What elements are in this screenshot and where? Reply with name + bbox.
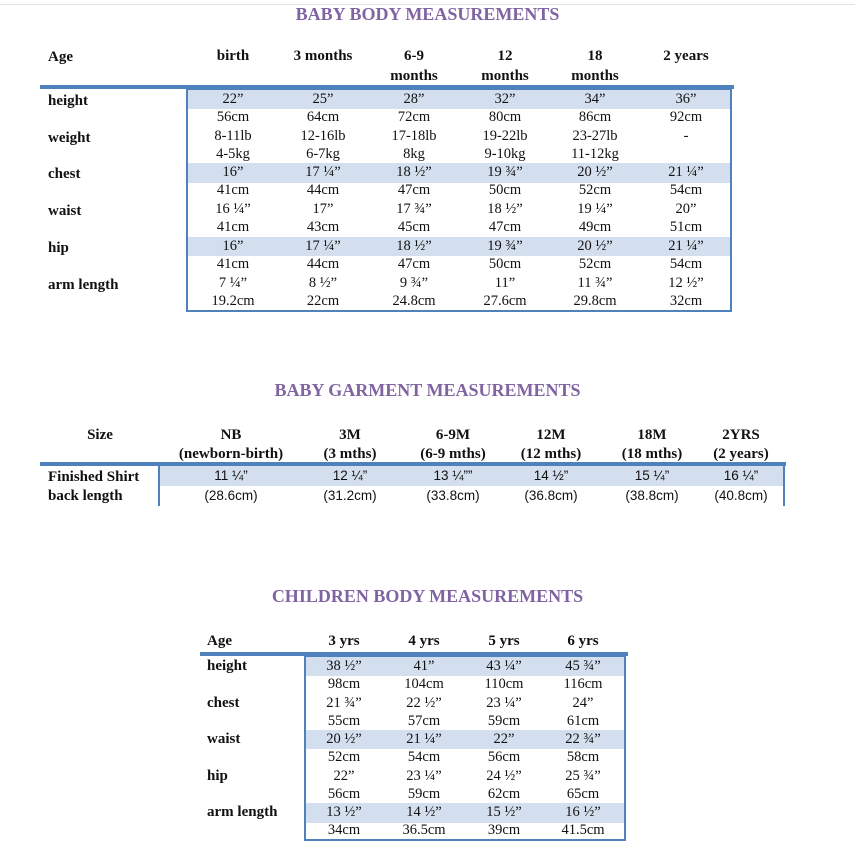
- baby-body-cell-imperial: 11”: [494, 274, 516, 291]
- children-body-cell-metric: 58cm: [566, 749, 600, 766]
- baby-body-cell-imperial: 20 ½”: [577, 164, 613, 181]
- children-body-cell-imperial: 23 ¼”: [406, 767, 442, 784]
- baby-garment-col-header: NB: [220, 427, 242, 443]
- baby-garment-cell-imperial: 14 ½”: [533, 468, 569, 483]
- baby-body-cell-metric: 49cm: [578, 219, 612, 236]
- baby-body-col-header: 2 years: [663, 48, 709, 64]
- baby-body-cell-metric: 22cm: [306, 292, 340, 309]
- baby-garment-cell-imperial: 16 ¼”: [723, 468, 759, 483]
- baby-garment-cell-metric: (40.8cm): [714, 488, 768, 503]
- baby-body-cell-metric: 11-12kg: [571, 145, 619, 162]
- baby-body-cell-metric: 47cm: [397, 182, 431, 199]
- baby-body-cell-imperial: 19 ¾”: [487, 164, 523, 181]
- children-body-cell-imperial: 22 ½”: [406, 694, 442, 711]
- baby-garment-col-header: 2YRS: [722, 427, 760, 443]
- baby-body-cell-imperial: 8-11lb: [214, 127, 252, 144]
- baby-body-cell-imperial: 19 ¼”: [577, 201, 613, 218]
- children-body-cell-metric: 110cm: [484, 676, 524, 692]
- children-body-cell-metric: 41.5cm: [561, 822, 605, 839]
- baby-body-cell-metric: 6-7kg: [306, 145, 340, 162]
- children-body-cell-imperial: 22 ¾”: [565, 731, 601, 748]
- baby-body-cell-imperial: 17 ¼”: [305, 164, 341, 181]
- children-body-title: CHILDREN BODY MEASUREMENTS: [271, 586, 584, 606]
- baby-garment-cell-metric: (31.2cm): [323, 488, 377, 503]
- baby-garment-title: BABY GARMENT MEASUREMENTS: [274, 380, 581, 400]
- baby-garment-col-header-sub: (3 mths): [323, 446, 377, 462]
- baby-body-cell-imperial: 18 ½”: [396, 237, 432, 254]
- baby-body-cell-imperial: 18 ½”: [396, 164, 432, 181]
- baby-body-cell-imperial: 9 ¾”: [399, 274, 429, 291]
- baby-body-cell-metric: 47cm: [488, 219, 522, 236]
- children-body-cell-metric: 55cm: [327, 712, 361, 729]
- baby-body-cell-imperial: 17 ¾”: [396, 201, 432, 218]
- baby-body-cell-imperial: 16”: [222, 237, 244, 254]
- baby-body-cell-imperial: 34”: [584, 91, 606, 107]
- baby-body-grid: [186, 88, 732, 312]
- baby-body-cell-metric: 54cm: [669, 255, 703, 272]
- baby-body-cell-imperial: -: [683, 127, 689, 144]
- baby-body-cell-imperial: 21 ¼”: [668, 237, 704, 254]
- baby-body-cell-metric: 45cm: [397, 219, 431, 236]
- baby-body-cell-metric: 80cm: [488, 109, 522, 125]
- baby-garment-cell-metric: (28.6cm): [204, 488, 258, 503]
- baby-body-cell-imperial: 16 ¼”: [215, 201, 251, 218]
- children-body-col-header: 5 yrs: [488, 633, 520, 649]
- children-body-cell-imperial: 20 ½”: [326, 731, 362, 748]
- children-body-cell-metric: 104cm: [404, 676, 444, 692]
- children-body-cell-metric: 54cm: [407, 749, 441, 766]
- baby-body-cell-imperial: 17-18lb: [391, 127, 437, 144]
- baby-body-cell-imperial: 12-16lb: [300, 127, 346, 144]
- baby-body-cell-imperial: 16”: [222, 164, 244, 181]
- baby-body-cell-metric: 50cm: [488, 182, 522, 199]
- children-body-cell-metric: 57cm: [407, 712, 441, 729]
- baby-garment-col-header-sub: (2 years): [713, 446, 769, 462]
- baby-body-cell-metric: 9-10kg: [484, 145, 526, 162]
- children-body-row-label: height: [207, 658, 248, 674]
- children-body-cell-imperial: 21 ¾”: [326, 694, 362, 711]
- baby-body-cell-metric: 19.2cm: [211, 292, 255, 309]
- children-body-cell-imperial: 43 ¼”: [486, 658, 522, 674]
- children-body-cell-imperial: 41”: [413, 658, 435, 674]
- baby-body-cell-metric: 64cm: [306, 109, 340, 125]
- baby-body-row-label: chest: [48, 166, 81, 183]
- children-body-cell-imperial: 24 ½”: [486, 767, 522, 784]
- baby-body-cell-imperial: 20 ½”: [577, 237, 613, 254]
- baby-body-row-label: weight: [48, 129, 91, 146]
- baby-body-cell-imperial: 19 ¾”: [487, 237, 523, 254]
- baby-garment-cell-metric: (33.8cm): [426, 488, 480, 503]
- baby-body-cell-imperial: 12 ½”: [668, 274, 704, 291]
- children-body-cell-imperial: 22”: [493, 731, 515, 748]
- baby-body-cell-metric: 86cm: [578, 109, 612, 125]
- children-body-row-label: chest: [207, 694, 240, 711]
- baby-garment-cell-imperial: 11 ¼”: [214, 468, 248, 483]
- baby-garment-cell-imperial: 15 ¼”: [634, 468, 670, 483]
- baby-body-cell-metric: 44cm: [306, 255, 340, 272]
- baby-body-cell-metric: 50cm: [488, 255, 522, 272]
- baby-body-cell-metric: 27.6cm: [483, 292, 527, 309]
- children-body-cell-imperial: 25 ¾”: [565, 767, 601, 784]
- children-body-cell-metric: 98cm: [327, 676, 361, 692]
- baby-garment-col-header-sub: (newborn-birth): [178, 446, 284, 462]
- baby-body-cell-metric: 44cm: [306, 182, 340, 199]
- children-body-cell-imperial: 24”: [572, 694, 594, 711]
- children-body-row-label: waist: [207, 731, 241, 748]
- baby-body-cell-imperial: 23-27lb: [572, 127, 618, 144]
- children-body-cell-metric: 52cm: [327, 749, 361, 766]
- baby-body-cell-imperial: 32”: [494, 91, 516, 107]
- children-body-cell-metric: 56cm: [487, 749, 521, 766]
- children-body-cell-metric: 116cm: [563, 676, 603, 692]
- children-body-col-header: 6 yrs: [567, 633, 599, 649]
- baby-body-cell-metric: 41cm: [216, 182, 250, 199]
- children-body-grid: [304, 655, 626, 841]
- children-body-row-label: arm length: [207, 804, 278, 821]
- baby-body-cell-metric: 29.8cm: [573, 292, 617, 309]
- baby-garment-cell-metric: (38.8cm): [625, 488, 679, 503]
- children-body-cell-metric: 39cm: [487, 822, 521, 839]
- baby-garment-cell-imperial: 12 ¼”: [332, 468, 368, 483]
- baby-body-row-label: hip: [48, 239, 69, 256]
- children-body-corner-label: Age: [207, 633, 232, 649]
- children-body-cell-imperial: 14 ½”: [406, 804, 442, 821]
- baby-body-cell-metric: 41cm: [216, 255, 250, 272]
- children-body-cell-imperial: 38 ½”: [326, 658, 362, 674]
- children-body-cell-metric: 62cm: [487, 785, 521, 802]
- baby-garment-corner-label: Size: [87, 427, 113, 443]
- children-body-col-header: 4 yrs: [408, 633, 440, 649]
- baby-garment-col-header: 3M: [339, 427, 361, 443]
- children-body-cell-metric: 61cm: [566, 712, 600, 729]
- baby-body-col-header: 12: [497, 48, 513, 64]
- baby-body-cell-metric: 92cm: [669, 109, 703, 125]
- baby-body-cell-imperial: 17 ¼”: [305, 237, 341, 254]
- baby-body-cell-imperial: 36”: [675, 91, 697, 107]
- children-body-cell-metric: 36.5cm: [402, 822, 446, 839]
- children-body-cell-imperial: 22”: [333, 767, 355, 784]
- baby-body-cell-imperial: 25”: [312, 91, 334, 107]
- baby-body-cell-imperial: 11 ¾”: [577, 274, 613, 291]
- baby-body-cell-imperial: 17”: [312, 201, 334, 218]
- garment-row-label-line2: back length: [48, 488, 123, 504]
- baby-garment-grid: [160, 466, 783, 506]
- baby-body-col-header-sub: months: [390, 68, 438, 84]
- baby-garment-col-header: 18M: [637, 427, 667, 443]
- children-body-cell-imperial: 45 ¾”: [565, 658, 601, 674]
- baby-body-cell-imperial: 22”: [222, 91, 244, 107]
- children-body-cell-metric: 56cm: [327, 785, 361, 802]
- baby-body-row-label: arm length: [48, 276, 119, 293]
- baby-body-cell-metric: 56cm: [216, 109, 250, 125]
- baby-garment-col-header: 12M: [536, 427, 566, 443]
- baby-body-col-header: 3 months: [293, 48, 353, 64]
- baby-body-col-header-sub: months: [571, 68, 619, 84]
- baby-body-cell-metric: 43cm: [306, 219, 340, 236]
- baby-body-row-label: waist: [48, 203, 82, 220]
- baby-garment-col-header-sub: (12 mths): [520, 446, 582, 462]
- children-body-cell-imperial: 13 ½”: [326, 804, 362, 821]
- baby-body-cell-imperial: 19-22lb: [482, 127, 528, 144]
- garment-row-label-line1: Finished Shirt: [48, 469, 140, 485]
- baby-garment-cell-imperial: 13 ¼””: [433, 468, 473, 483]
- baby-body-cell-metric: 41cm: [216, 219, 250, 236]
- children-body-cell-metric: 59cm: [407, 785, 441, 802]
- baby-body-title: BABY BODY MEASUREMENTS: [295, 4, 560, 24]
- baby-body-col-header-sub: months: [481, 68, 529, 84]
- children-body-cell-metric: 59cm: [487, 712, 521, 729]
- children-body-cell-imperial: 23 ¼”: [486, 694, 522, 711]
- baby-body-corner-label: Age: [48, 49, 73, 65]
- baby-body-cell-imperial: 8 ½”: [308, 274, 338, 291]
- baby-body-col-header: 6-9: [404, 48, 424, 64]
- children-body-cell-metric: 34cm: [327, 822, 361, 839]
- baby-garment-cell-metric: (36.8cm): [524, 488, 578, 503]
- baby-body-cell-metric: 51cm: [669, 219, 703, 236]
- baby-garment-col-header-sub: (6-9 mths): [420, 446, 486, 462]
- baby-body-cell-imperial: 28”: [403, 91, 425, 107]
- baby-body-cell-metric: 52cm: [578, 182, 612, 199]
- baby-body-cell-imperial: 21 ¼”: [668, 164, 704, 181]
- children-body-cell-metric: 65cm: [566, 785, 600, 802]
- baby-body-cell-imperial: 20”: [675, 201, 697, 218]
- baby-body-cell-metric: 47cm: [397, 255, 431, 272]
- baby-garment-col-header-sub: (18 mths): [621, 446, 683, 462]
- children-body-cell-imperial: 21 ¼”: [406, 731, 442, 748]
- children-body-row-label: hip: [207, 767, 228, 784]
- baby-body-cell-metric: 8kg: [403, 145, 425, 162]
- baby-body-col-header: birth: [216, 48, 250, 64]
- baby-body-col-header: 18: [587, 48, 603, 64]
- baby-body-row-label: height: [48, 93, 89, 109]
- children-body-cell-imperial: 16 ½”: [565, 804, 601, 821]
- baby-body-cell-metric: 72cm: [397, 109, 431, 125]
- baby-body-cell-imperial: 7 ¼”: [218, 274, 248, 291]
- children-body-col-header: 3 yrs: [328, 633, 360, 649]
- baby-body-cell-imperial: 18 ½”: [487, 201, 523, 218]
- baby-body-cell-metric: 24.8cm: [392, 292, 436, 309]
- baby-body-cell-metric: 32cm: [669, 292, 703, 309]
- baby-body-cell-metric: 4-5kg: [216, 145, 250, 162]
- baby-garment-col-header: 6-9M: [435, 427, 471, 443]
- baby-body-cell-metric: 52cm: [578, 255, 612, 272]
- baby-body-cell-metric: 54cm: [669, 182, 703, 199]
- children-body-cell-imperial: 15 ½”: [486, 804, 522, 821]
